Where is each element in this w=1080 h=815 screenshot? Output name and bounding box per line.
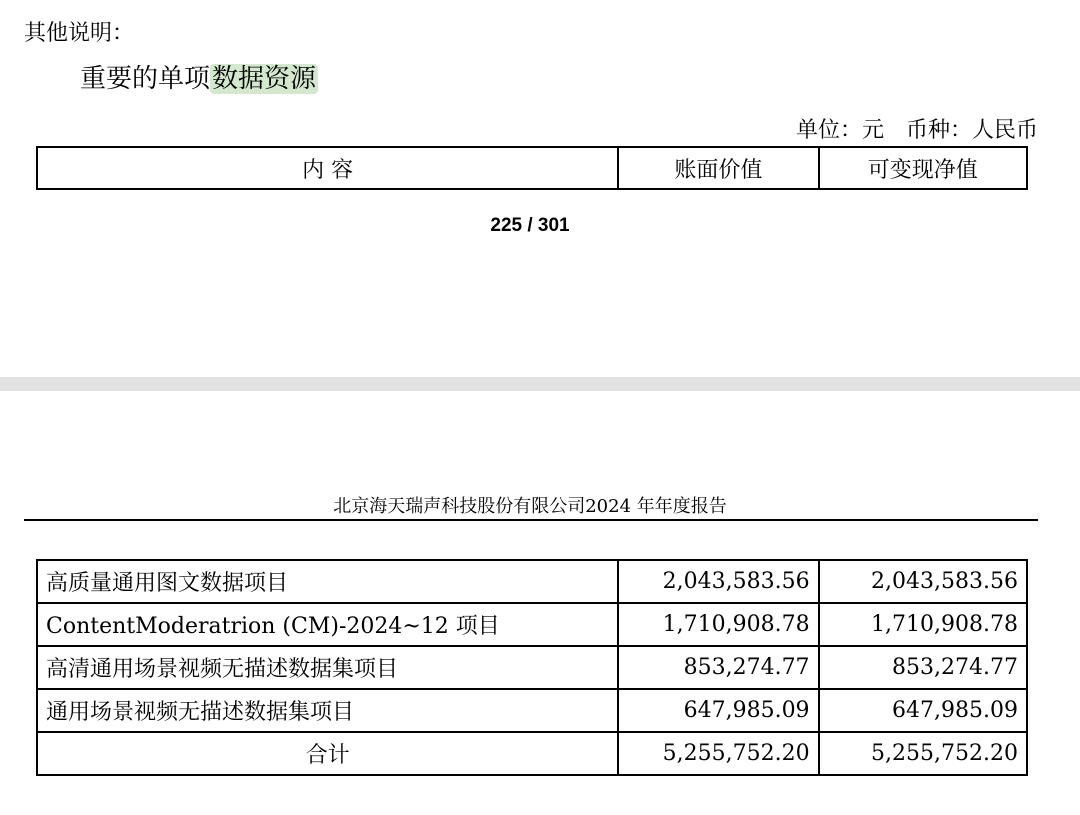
row-net-value: 647,985.09 (819, 689, 1027, 732)
table-header (36, 146, 1028, 190)
row-name: ContentModeratrion (CM)-2024~12 项目 (37, 603, 618, 646)
total-label: 合计 (37, 732, 618, 775)
section-title-prefix: 重要的单项 (80, 64, 211, 94)
other-notes-label: 其他说明： (24, 21, 135, 46)
row-book-value: 1,710,908.78 (618, 603, 818, 646)
row-net-value: 853,274.77 (819, 646, 1027, 689)
page-number: 225 / 301 (490, 215, 570, 236)
data-table (36, 559, 1028, 776)
page-separator (0, 377, 1080, 391)
row-book-value: 647,985.09 (618, 689, 818, 732)
table-row (37, 603, 1027, 646)
section-title (80, 58, 318, 95)
report-running-header: 北京海天瑞声科技股份有限公司2024 年年度报告 (333, 496, 727, 517)
header-net-realizable-value: 可变现净值 (819, 147, 1027, 189)
header-rule (24, 519, 1038, 521)
row-book-value: 853,274.77 (618, 646, 818, 689)
table-row (37, 646, 1027, 689)
total-book-value: 5,255,752.20 (618, 732, 818, 775)
header-content: 内 容 (37, 147, 618, 189)
row-name: 高清通用场景视频无描述数据集项目 (37, 646, 618, 689)
table-header-row (37, 147, 1027, 189)
unit-currency-note: 单位：元 币种：人民币 (795, 118, 1038, 143)
row-name: 通用场景视频无描述数据集项目 (37, 689, 618, 732)
header-book-value: 账面价值 (618, 147, 818, 189)
row-net-value: 1,710,908.78 (819, 603, 1027, 646)
row-net-value: 2,043,583.56 (819, 560, 1027, 603)
row-book-value: 2,043,583.56 (618, 560, 818, 603)
table-row (37, 560, 1027, 603)
table-row (37, 689, 1027, 732)
total-row (37, 732, 1027, 775)
highlighted-text[interactable]: 数据资源 (212, 64, 317, 94)
total-net-value: 5,255,752.20 (819, 732, 1027, 775)
row-name: 高质量通用图文数据项目 (37, 560, 618, 603)
